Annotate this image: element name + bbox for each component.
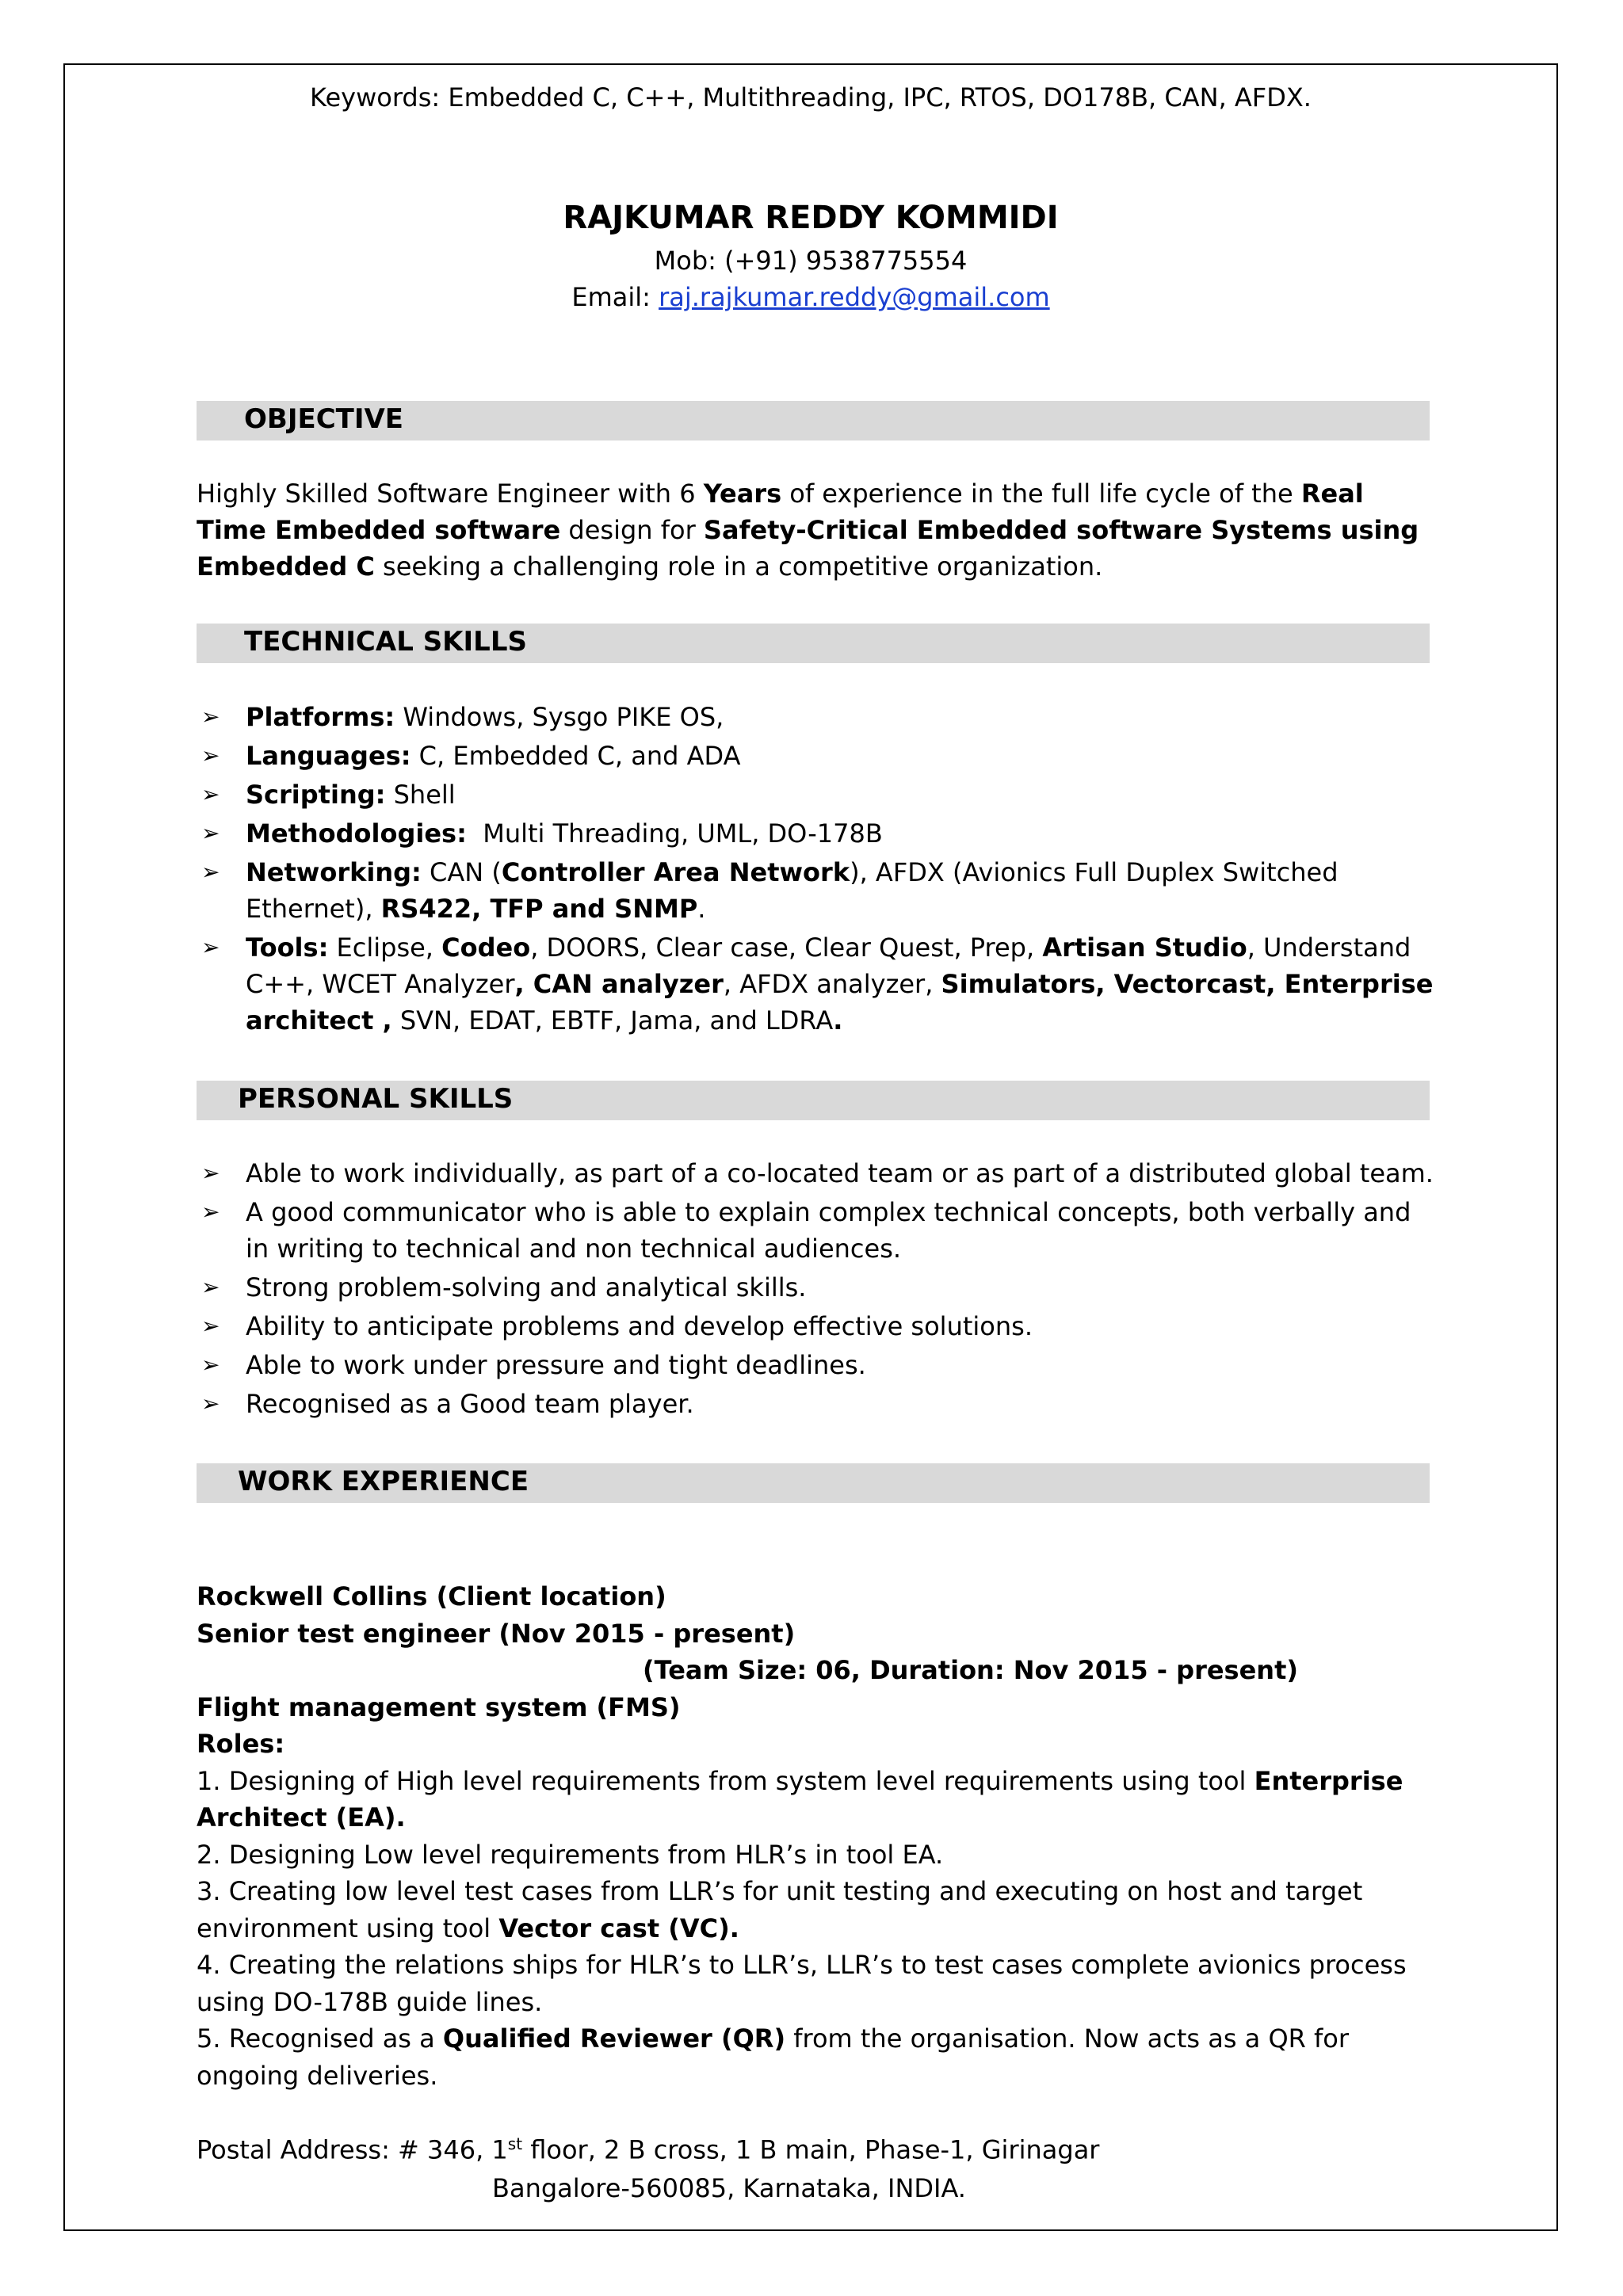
objective-text: Highly Skilled Software Engineer with 6 bbox=[197, 479, 704, 509]
role-text-bold: Qualified Reviewer (QR) bbox=[442, 2023, 786, 2054]
list-item bbox=[197, 699, 1441, 735]
personal-skills-heading: PERSONAL SKILLS bbox=[238, 1083, 514, 1115]
skill-text-bold: Simulators, Vectorcast, Enterprise architect , bbox=[246, 969, 1434, 1035]
skill-text-bold: Artisan Studio bbox=[1042, 933, 1247, 963]
role-text: 4. Creating the relations ships for HLR’s to LLR’s, LLR’s to test cases complete avionics process using DO-178B guide lines. bbox=[197, 1950, 1407, 2017]
postal-superscript: st bbox=[507, 2134, 523, 2153]
objective-heading: OBJECTIVE bbox=[244, 403, 404, 435]
objective-section-header bbox=[197, 401, 1430, 441]
skill-label: Methodologies: bbox=[246, 818, 467, 849]
skill-label: Scripting: bbox=[246, 780, 386, 810]
objective-text-bold: Safety-Critical Embedded software Systems using Embedded C bbox=[197, 515, 1419, 582]
personal-skill-text: Able to work individually, as part of a co-located team or as part of a distributed global team. bbox=[246, 1158, 1434, 1188]
skill-text: . bbox=[697, 894, 706, 924]
project-name: Flight management system (FMS) bbox=[197, 1691, 681, 1722]
list-item bbox=[197, 854, 1441, 927]
list-item bbox=[197, 1386, 1441, 1422]
skill-text: CAN ( bbox=[421, 857, 502, 887]
personal-skill-text: Able to work under pressure and tight deadlines. bbox=[246, 1350, 866, 1380]
personal-skills-section-header bbox=[197, 1081, 1430, 1120]
technical-skills-section-header bbox=[197, 624, 1430, 663]
skill-text-bold: . bbox=[833, 1005, 843, 1035]
postal-line1-cont: floor, 2 B cross, 1 B main, Phase-1, Girinagar bbox=[522, 2134, 1100, 2165]
arrowhead-bullet-icon: ➢ bbox=[201, 820, 220, 846]
email-link[interactable]: raj.rajkumar.reddy@gmail.com bbox=[659, 282, 1050, 312]
skill-text-bold: RS422, TFP and SNMP bbox=[380, 894, 698, 924]
arrowhead-bullet-icon: ➢ bbox=[201, 859, 220, 885]
objective-text: design for bbox=[560, 515, 704, 545]
skill-text-bold: Controller Area Network bbox=[501, 857, 850, 887]
personal-skill-text: Ability to anticipate problems and develop effective solutions. bbox=[246, 1311, 1033, 1341]
role-item bbox=[197, 1836, 1433, 1874]
role-text-bold: Enterprise Architect (EA). bbox=[197, 1765, 1403, 1833]
role-text: 3. Creating low level test cases from LLR’s for unit testing and executing on host and target environment using tool bbox=[197, 1876, 1363, 1943]
objective-text: seeking a challenging role in a competitive organization. bbox=[374, 551, 1103, 582]
role-item bbox=[197, 1873, 1433, 1947]
objective-text-bold: Real Time Embedded software bbox=[197, 479, 1364, 545]
personal-skill-text: Recognised as a Good team player. bbox=[246, 1389, 694, 1419]
arrowhead-bullet-icon: ➢ bbox=[201, 704, 220, 730]
work-experience-block bbox=[197, 1578, 1465, 2094]
list-item bbox=[197, 1269, 1441, 1306]
list-item bbox=[197, 929, 1441, 1039]
technical-skills-list bbox=[197, 699, 1441, 1041]
mobile-number: Mob: (+91) 9538775554 bbox=[654, 246, 968, 276]
candidate-name: RAJKUMAR REDDY KOMMIDI bbox=[563, 200, 1059, 236]
skill-text: SVN, EDAT, EBTF, Jama, and LDRA bbox=[391, 1005, 834, 1035]
skill-text: Windows, Sysgo PIKE OS, bbox=[395, 702, 724, 732]
skill-label: Tools: bbox=[246, 933, 329, 963]
role-item bbox=[197, 1763, 1433, 1836]
arrowhead-bullet-icon: ➢ bbox=[201, 781, 220, 807]
skill-label: Languages: bbox=[246, 741, 411, 771]
objective-paragraph bbox=[197, 475, 1433, 585]
personal-skill-text: Strong problem-solving and analytical skills. bbox=[246, 1272, 807, 1302]
role-text: 5. Recognised as a bbox=[197, 2023, 443, 2054]
roles-label: Roles: bbox=[197, 1729, 285, 1759]
email-label: Email: bbox=[571, 282, 659, 312]
arrowhead-bullet-icon: ➢ bbox=[201, 1313, 220, 1339]
arrowhead-bullet-icon: ➢ bbox=[201, 1199, 220, 1225]
list-item bbox=[197, 815, 1441, 852]
skill-text-bold: Codeo bbox=[441, 933, 531, 963]
list-item bbox=[197, 776, 1441, 813]
technical-skills-heading: TECHNICAL SKILLS bbox=[244, 626, 527, 658]
role-item bbox=[197, 1947, 1449, 2020]
company-name: Rockwell Collins (Client location) bbox=[197, 1581, 666, 1611]
skill-label: Platforms: bbox=[246, 702, 395, 732]
arrowhead-bullet-icon: ➢ bbox=[201, 1352, 220, 1378]
role-text: 1. Designing of High level requirements from system level requirements using tool bbox=[197, 1765, 1254, 1796]
arrowhead-bullet-icon: ➢ bbox=[201, 934, 220, 960]
skill-text: , AFDX analyzer, bbox=[723, 969, 941, 999]
skill-text: , Understand C++, WCET Analyzer bbox=[246, 933, 1411, 999]
postal-line1: Postal Address: # 346, 1 bbox=[197, 2134, 508, 2165]
objective-text-bold: Years bbox=[703, 479, 782, 509]
objective-text: of experience in the full life cycle of the bbox=[781, 479, 1301, 509]
postal-line2: Bangalore-560085, Karnataka, INDIA. bbox=[492, 2172, 966, 2203]
list-item bbox=[197, 1347, 1441, 1383]
skill-text: , DOORS, Clear case, Clear Quest, Prep, bbox=[530, 933, 1043, 963]
role-text-bold: Vector cast (VC). bbox=[498, 1913, 739, 1943]
skill-label: Networking: bbox=[246, 857, 422, 887]
job-role: Senior test engineer (Nov 2015 - present) bbox=[197, 1618, 796, 1649]
arrowhead-bullet-icon: ➢ bbox=[201, 1160, 220, 1186]
work-experience-heading: WORK EXPERIENCE bbox=[238, 1466, 529, 1497]
postal-address bbox=[197, 2125, 1099, 2207]
skill-text: Eclipse, bbox=[328, 933, 442, 963]
role-item bbox=[197, 2020, 1433, 2094]
skill-text: C, Embedded C, and ADA bbox=[411, 741, 741, 771]
list-item bbox=[197, 738, 1441, 774]
role-text: 2. Designing Low level requirements from HLR’s in tool EA. bbox=[197, 1839, 944, 1870]
skill-text: ), AFDX (Avionics Full Duplex Switched Ethernet), bbox=[246, 857, 1338, 924]
personal-skills-list bbox=[197, 1155, 1441, 1425]
resume-page bbox=[63, 63, 1558, 2231]
arrowhead-bullet-icon: ➢ bbox=[201, 1390, 220, 1417]
personal-skill-text: A good communicator who is able to explain complex technical concepts, both verbally and in writing to technical and non technical audiences. bbox=[246, 1197, 1411, 1264]
list-item bbox=[197, 1194, 1441, 1267]
list-item bbox=[197, 1308, 1441, 1344]
team-info: (Team Size: 06, Duration: Nov 2015 - present) bbox=[642, 1655, 1298, 1685]
email-line bbox=[65, 282, 1556, 312]
skill-text: Shell bbox=[385, 780, 456, 810]
keywords-line: Keywords: Embedded C, C++, Multithreading, IPC, RTOS, DO178B, CAN, AFDX. bbox=[310, 82, 1312, 113]
arrowhead-bullet-icon: ➢ bbox=[201, 1274, 220, 1300]
skill-text-bold: , CAN analyzer bbox=[514, 969, 724, 999]
arrowhead-bullet-icon: ➢ bbox=[201, 742, 220, 769]
list-item bbox=[197, 1155, 1441, 1192]
skill-text: Multi Threading, UML, DO-178B bbox=[466, 818, 883, 849]
work-experience-section-header bbox=[197, 1463, 1430, 1503]
role-text: from the organisation. Now acts as a QR for ongoing deliveries. bbox=[197, 2023, 1350, 2091]
